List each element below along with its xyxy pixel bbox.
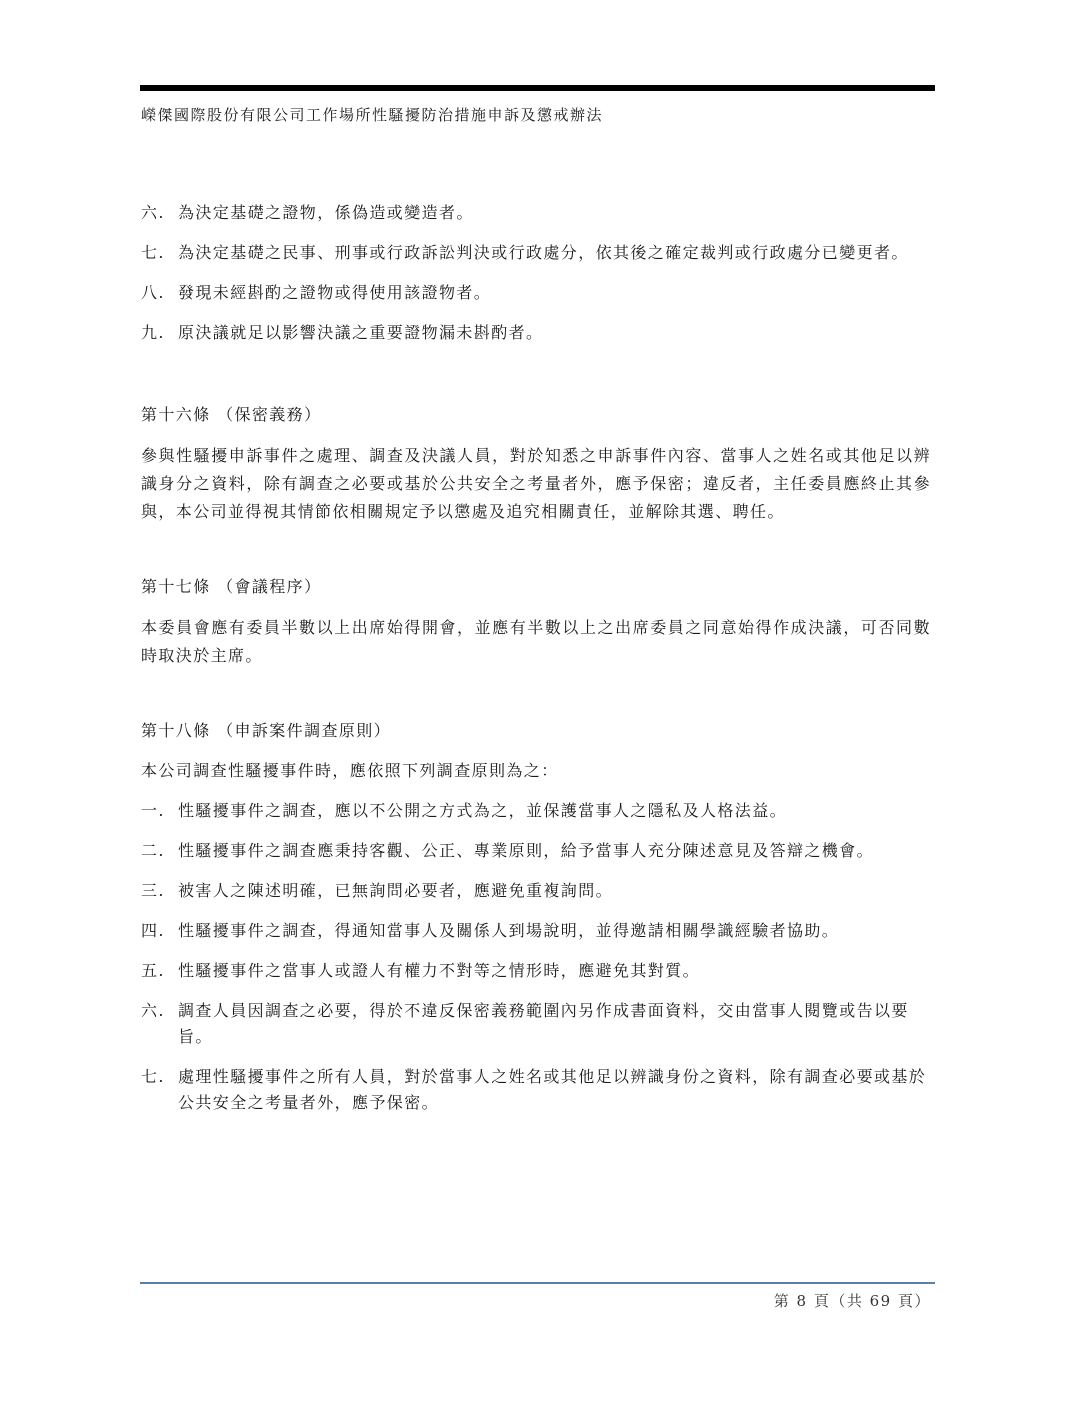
list-item-number: 七. — [141, 1067, 165, 1086]
list-item — [141, 838, 931, 864]
list-item-text: 性騷擾事件之調查，應以不公開之方式為之，並保護當事人之隱私及人格法益。 — [178, 801, 788, 820]
list-item-text: 處理性騷擾事件之所有人員，對於當事人之姓名或其他足以辨識身份之資料，除有調查必要或基於公共安全之考量者外，應予保密。 — [178, 1067, 927, 1112]
article-17-title: 第十七條 （會議程序） — [141, 577, 322, 596]
list-item-number: 一. — [141, 801, 165, 820]
list-item — [141, 998, 931, 1050]
list-item — [141, 878, 931, 904]
list-item-number: 六. — [141, 203, 165, 222]
article-16-title: 第十六條 （保密義務） — [141, 405, 322, 424]
list-item — [141, 958, 931, 984]
list-item-text: 性騷擾事件之當事人或證人有權力不對等之情形時，應避免其對質。 — [178, 961, 701, 980]
list-item — [141, 1064, 931, 1116]
article-17-body: 本委員會應有委員半數以上出席始得開會，並應有半數以上之出席委員之同意始得作成決議，可否同數時取決於主席。 — [141, 618, 931, 665]
list-item-number: 二. — [141, 841, 165, 860]
list-item-text: 被害人之陳述明確，已無詢問必要者，應避免重複詢問。 — [178, 881, 614, 900]
document-header-title: 嶸傑國際股份有限公司工作場所性騷擾防治措施申訴及懲戒辦法 — [141, 106, 604, 124]
footer-rule — [140, 1282, 935, 1284]
list-item — [141, 320, 931, 346]
article-18-intro: 本公司調查性騷擾事件時，應依照下列調查原則為之： — [141, 761, 559, 780]
list-item — [141, 280, 931, 306]
article-16-body: 參與性騷擾申訴事件之處理、調查及決議人員，對於知悉之申訴事件內容、當事人之姓名或其他足以辨識身分之資料，除有調查之必要或基於公共安全之考量者外，應予保密；違反者，主任委員應終止其參與，本公司並得視其情節依相關規定予以懲處及追究相關責任，並解除其選、聘任。 — [141, 446, 931, 521]
list-item-text: 調查人員因調查之必要，得於不違反保密義務範圍內另作成書面資料，交由當事人閱覽或告以要旨。 — [178, 1001, 909, 1046]
list-item-number: 八. — [141, 283, 165, 302]
list-item-text: 為決定基礎之證物，係偽造或變造者。 — [178, 203, 474, 222]
list-item-text: 原決議就足以影響決議之重要證物漏未斟酌者。 — [178, 323, 544, 342]
list-item-text: 性騷擾事件之調查應秉持客觀、公正、專業原則，給予當事人充分陳述意見及答辯之機會。 — [178, 841, 875, 860]
list-item — [141, 200, 931, 226]
page-number: 第 8 頁（共 69 頁） — [773, 1292, 931, 1310]
list-item-number: 九. — [141, 323, 165, 342]
article-18-title: 第十八條 （申訴案件調查原則） — [141, 721, 392, 740]
list-item-text: 為決定基礎之民事、刑事或行政訴訟判決或行政處分，依其後之確定裁判或行政處分已變更者。 — [178, 243, 909, 262]
list-item-number: 五. — [141, 961, 165, 980]
list-item-text: 性騷擾事件之調查，得通知當事人及關係人到場說明，並得邀請相關學識經驗者協助。 — [178, 921, 840, 940]
list-item-text: 發現未經斟酌之證物或得使用該證物者。 — [178, 283, 492, 302]
header-rule — [140, 85, 935, 91]
list-item — [141, 240, 931, 266]
list-item-number: 六. — [141, 1001, 165, 1020]
list-item-number: 七. — [141, 243, 165, 262]
list-item-number: 三. — [141, 881, 165, 900]
list-item — [141, 798, 931, 824]
list-item — [141, 918, 931, 944]
list-item-number: 四. — [141, 921, 165, 940]
page-content — [141, 200, 931, 1130]
